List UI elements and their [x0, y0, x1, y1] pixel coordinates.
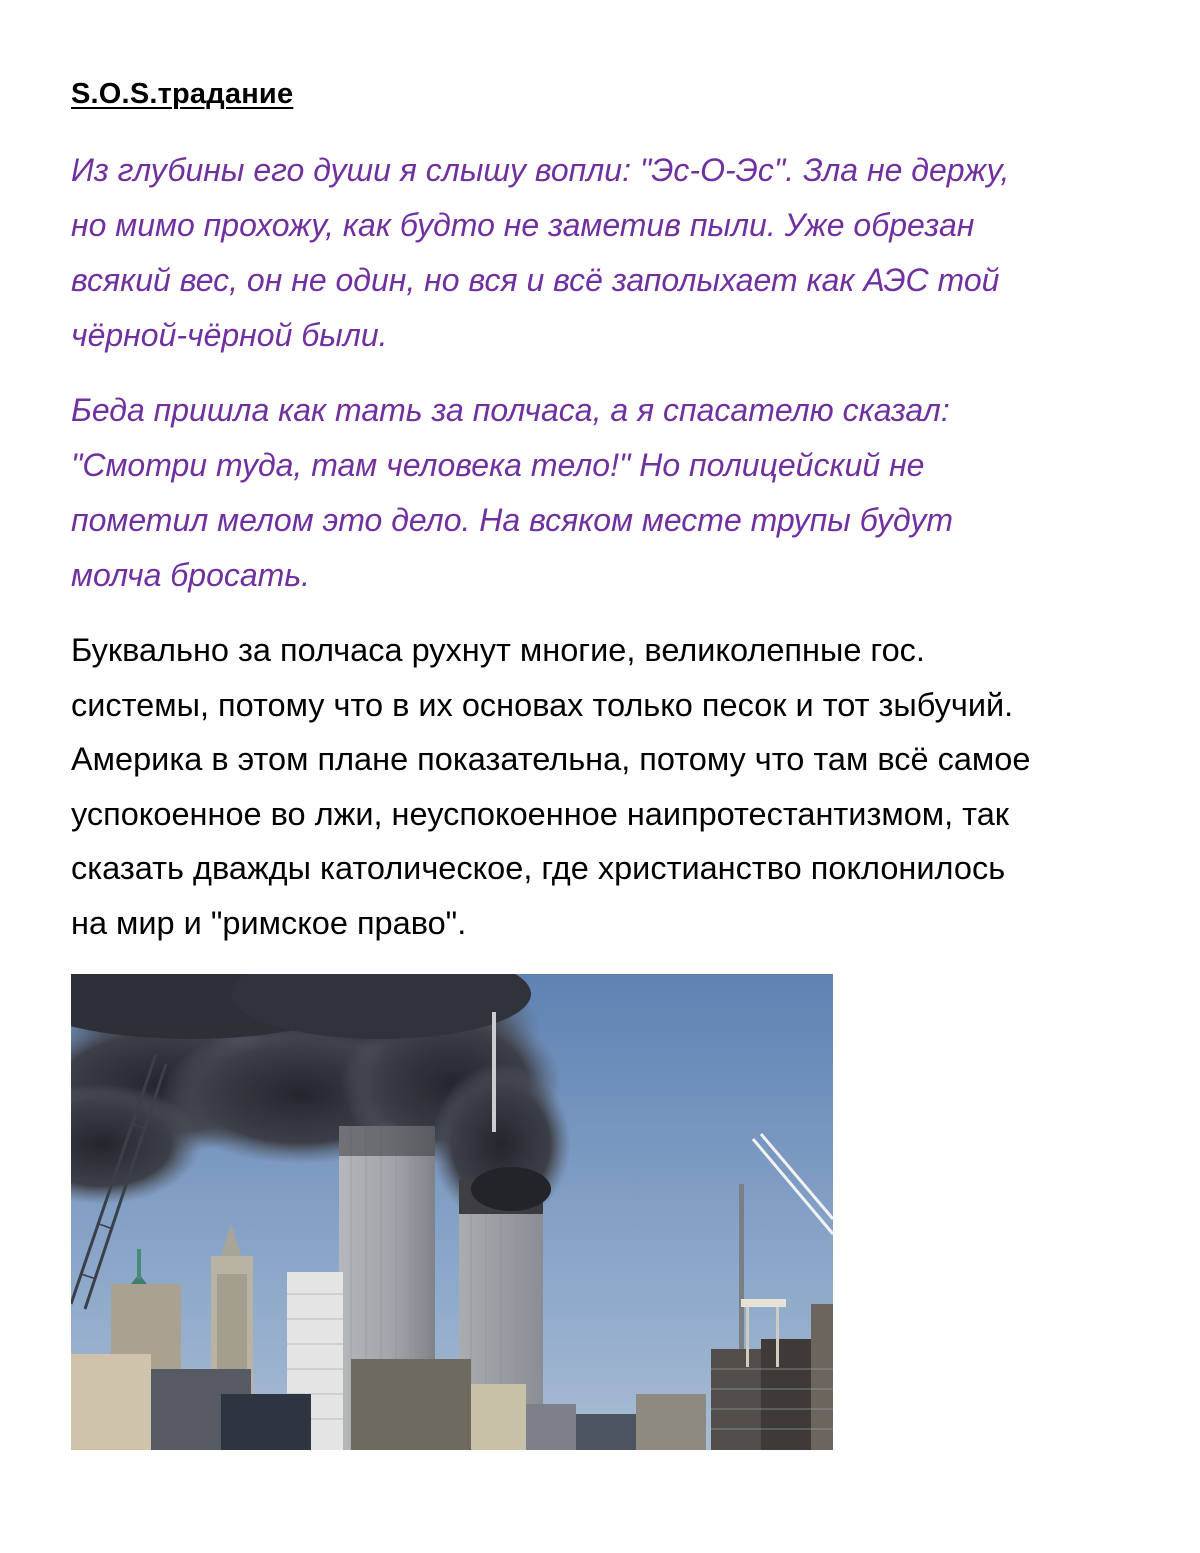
- poem-stanza-2: [71, 383, 1131, 603]
- stanza-line: но мимо прохожу, как будто не заметив пыли. Уже обрезан: [71, 207, 975, 243]
- document-title: S.O.S.традание: [71, 78, 294, 110]
- prose-line: на мир и "римское право".: [71, 904, 467, 941]
- stanza-line: пометил мелом это дело. На всяком месте трупы будут: [71, 502, 953, 538]
- stanza-line: всякий вес, он не один, но вся и всё заполыхает как АЭС той: [71, 262, 1000, 298]
- stanza-line: Из глубины его души я слышу вопли: "Эс-О-Эс". Зла не держу,: [71, 152, 1010, 188]
- twin-towers-smoke-photo: [71, 974, 833, 1450]
- prose-paragraph: [71, 623, 1131, 950]
- prose-line: успокоенное во лжи, неуспокоенное наипротестантизмом, так: [71, 795, 1009, 832]
- stanza-line: Беда пришла как тать за полчаса, а я спасателю сказал:: [71, 392, 950, 428]
- prose-line: Буквально за полчаса рухнут многие, великолепные гос.: [71, 632, 925, 668]
- stanza-line: чёрной-чёрной были.: [71, 317, 388, 353]
- stanza-line: молча бросать.: [71, 557, 311, 593]
- poem-stanza-1: [71, 143, 1131, 363]
- stanza-line: "Смотри туда, там человека тело!" Но полицейский не: [71, 447, 925, 483]
- prose-line: сказать дважды католическое, где христианство поклонилось: [71, 850, 1006, 886]
- prose-line: Америка в этом плане показательна, потому что там всё самое: [71, 741, 1031, 777]
- prose-line: системы, потому что в их основах только песок и тот зыбучий.: [71, 686, 1014, 723]
